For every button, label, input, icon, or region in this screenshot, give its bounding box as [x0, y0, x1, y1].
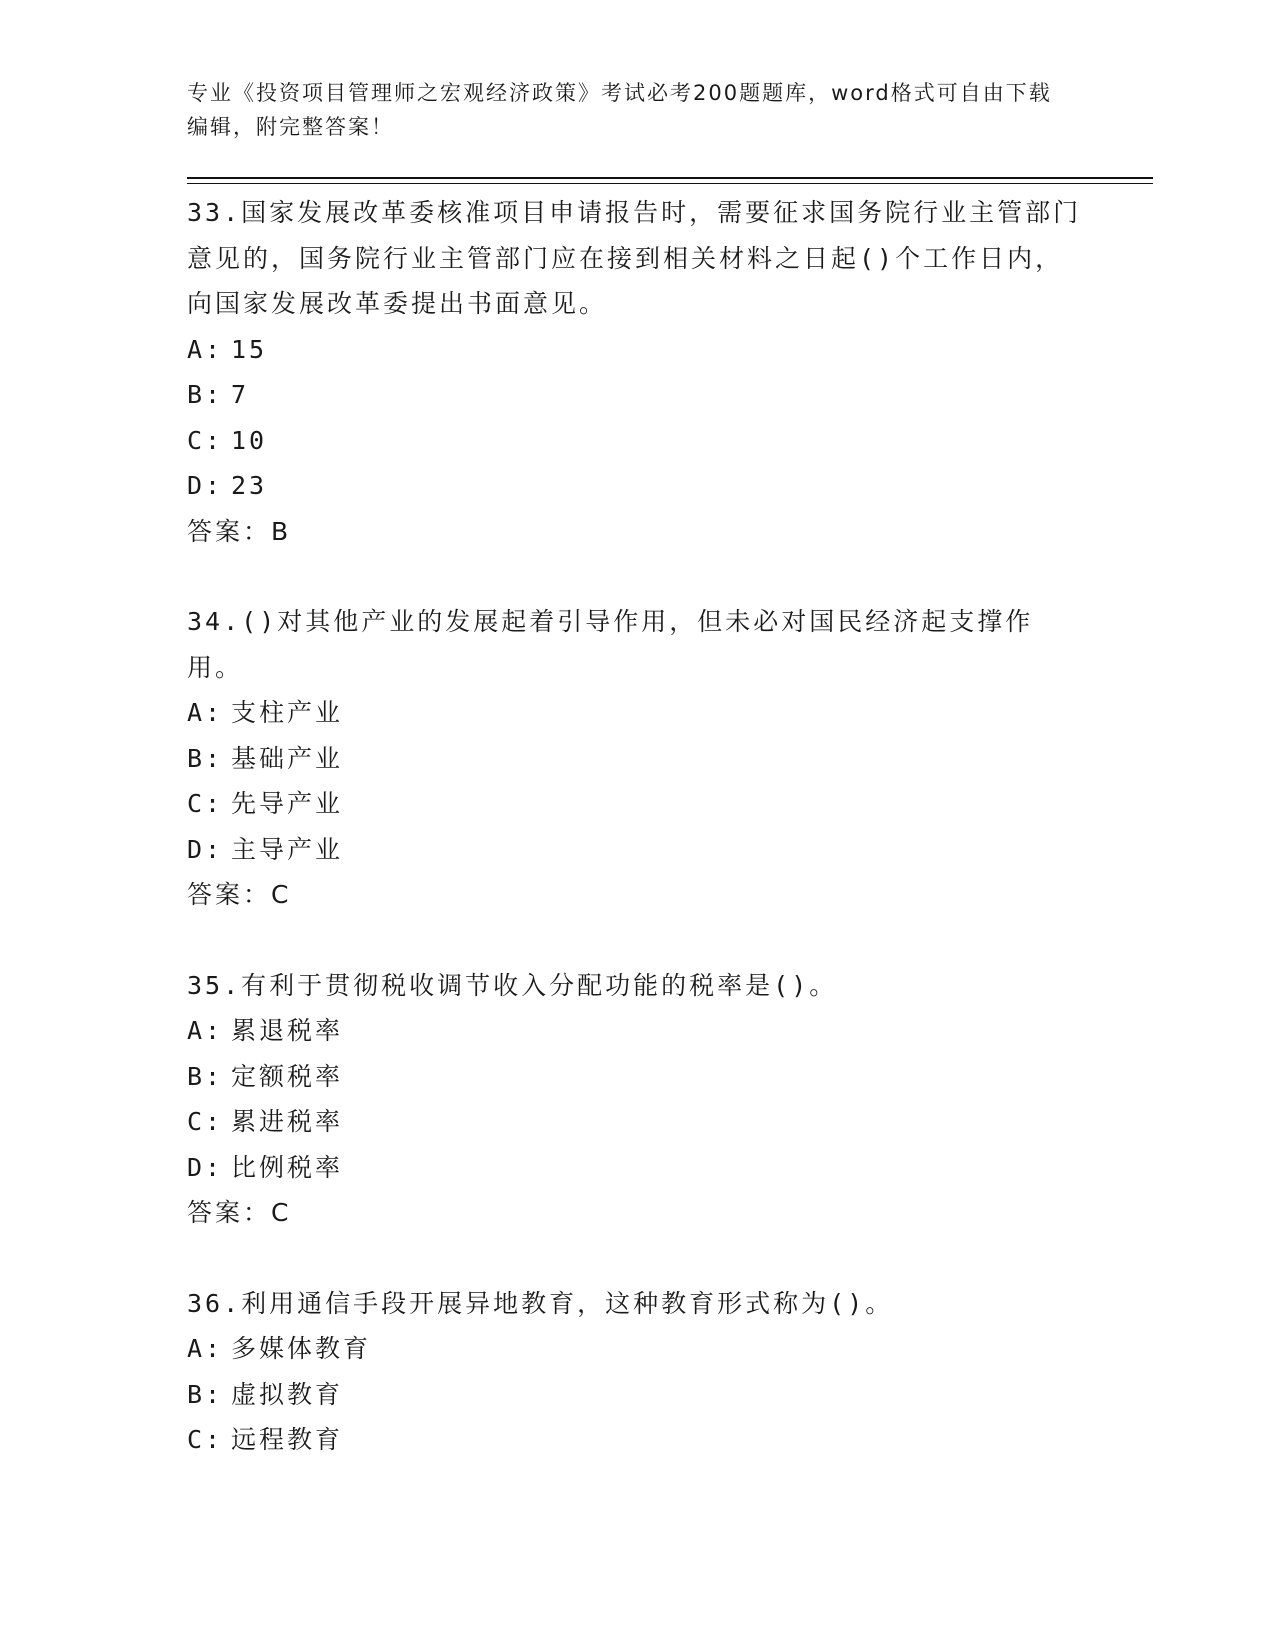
option-text: 多媒体教育 [231, 1334, 372, 1363]
option-b [187, 1372, 1087, 1418]
option-a [187, 1008, 1087, 1054]
question-stem: 35.有利于贯彻税收调节收入分配功能的税率是()。 [187, 970, 838, 1000]
option-text: 比例税率 [231, 1152, 344, 1182]
option-d [187, 1145, 1087, 1191]
option-d [187, 463, 1087, 509]
option-text: 先导产业 [231, 789, 344, 818]
option-text: 远程教育 [231, 1425, 344, 1454]
option-letter: C: [187, 1425, 224, 1454]
option-letter: A: [187, 698, 224, 727]
question-36 [187, 1281, 1087, 1463]
option-text: 支柱产业 [231, 698, 344, 727]
question-stem: 33.国家发展改革委核准项目申请报告时，需要征求国务院行业主管部门意见的，国务院行业主管部门应在接到相关材料之日起()个工作日内，向国家发展改革委提出书面意见。 [187, 198, 1082, 318]
option-letter: C: [187, 425, 224, 455]
option-letter: A: [187, 334, 224, 364]
question-stem: 36.利用通信手段开展异地教育，这种教育形式称为()。 [187, 1288, 894, 1318]
option-b [187, 372, 1087, 418]
question-33 [187, 190, 1087, 554]
option-text: 累退税率 [231, 1016, 344, 1045]
question-list [187, 190, 1087, 1463]
option-a [187, 690, 1087, 736]
option-letter: B: [187, 1061, 224, 1091]
option-text: 23 [231, 471, 268, 500]
option-text: 基础产业 [231, 743, 344, 773]
option-text: 15 [231, 334, 268, 364]
option-c [187, 1099, 1087, 1145]
option-text: 累进税率 [231, 1107, 344, 1136]
option-letter: D: [187, 1152, 224, 1182]
question-stem: 34.()对其他产业的发展起着引导作用，但未必对国民经济起支撑作用。 [187, 607, 1034, 682]
header-rule-thin [187, 183, 1153, 184]
option-letter: A: [187, 1016, 224, 1045]
option-letter: B: [187, 743, 224, 773]
option-c [187, 418, 1087, 464]
option-text: 主导产业 [231, 834, 344, 864]
option-text: 定额税率 [231, 1061, 344, 1091]
option-text: 10 [231, 425, 268, 455]
answer-line: 答案：C [187, 1198, 292, 1227]
option-letter: B: [187, 380, 224, 409]
answer-line: 答案：C [187, 880, 292, 909]
option-letter: D: [187, 834, 224, 864]
option-letter: C: [187, 1107, 224, 1136]
question-35 [187, 963, 1087, 1236]
document-intro: 专业《投资项目管理师之宏观经济政策》考试必考200题题库，word格式可自由下载编辑，附完整答案！ [187, 81, 1052, 139]
option-text: 虚拟教育 [231, 1379, 344, 1409]
option-c [187, 781, 1087, 827]
option-b [187, 1054, 1087, 1100]
question-34 [187, 599, 1087, 918]
option-d [187, 827, 1087, 873]
option-letter: A: [187, 1334, 224, 1363]
answer-line: 答案：B [187, 516, 292, 546]
option-c [187, 1417, 1087, 1463]
header-rule-thick [187, 177, 1153, 179]
option-letter: B: [187, 1379, 224, 1409]
option-letter: D: [187, 471, 224, 500]
option-text: 7 [231, 380, 250, 409]
option-a [187, 1326, 1087, 1372]
option-b [187, 736, 1087, 782]
option-a [187, 327, 1087, 373]
option-letter: C: [187, 789, 224, 818]
